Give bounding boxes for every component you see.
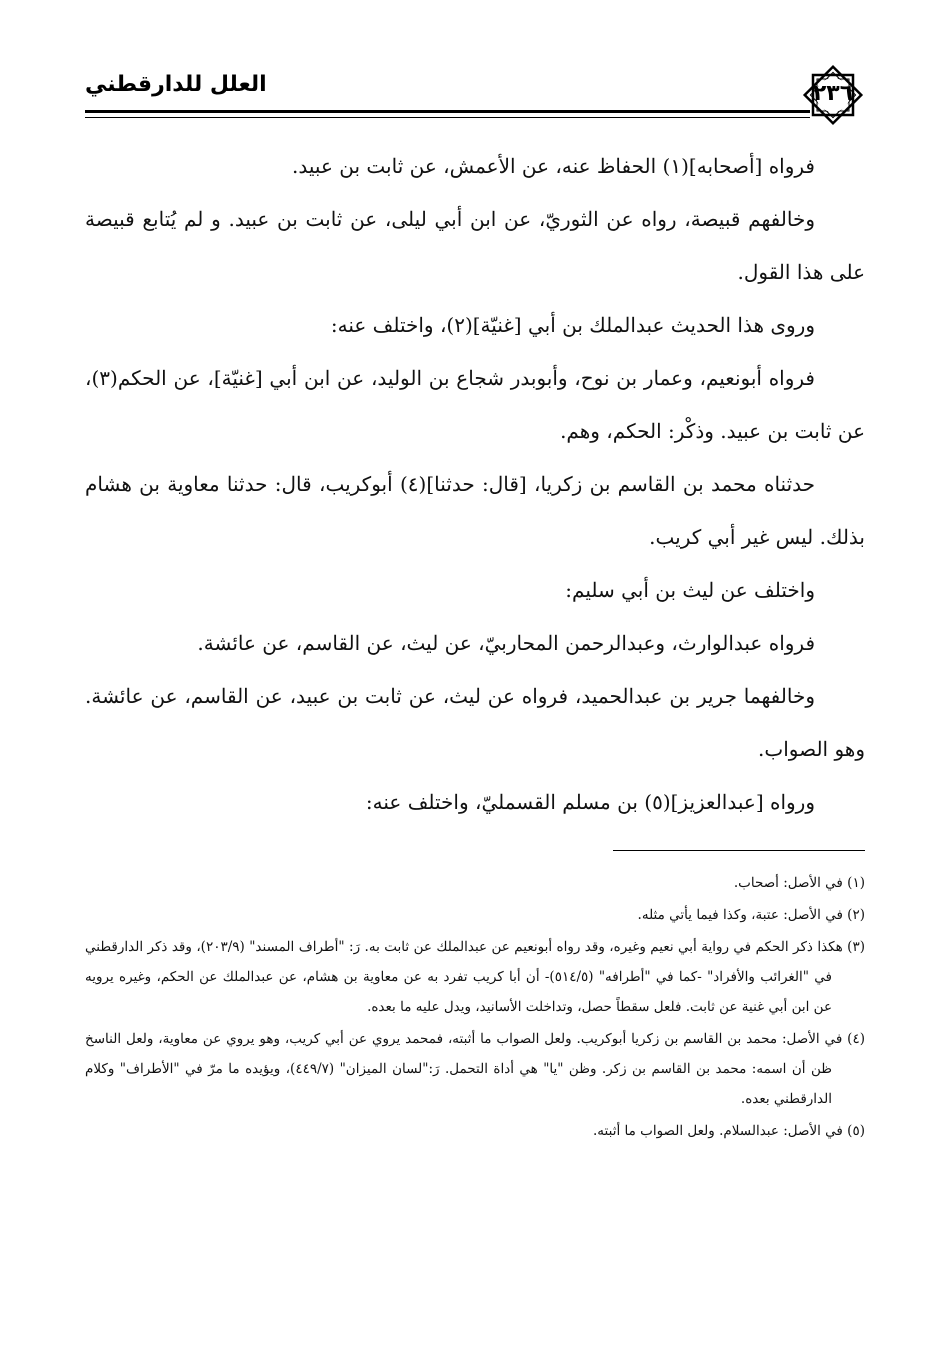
paragraph: واختلف عن ليث بن أبي سليم: [565,578,815,602]
page-header [85,62,865,132]
footnotes [85,868,865,1148]
paragraph: فرواه [أصحابه](١) الحفاظ عنه، عن الأعمش، عن ثابت بن عبيد. [292,154,815,178]
paragraph: وخالفهم قبيصة، رواه عن الثوريّ، عن ابن أبي ليلى، عن ثابت بن عبيد. و لم يُتابع قبيصة على هذا القول. [85,207,865,284]
footnote: (٥) في الأصل: عبدالسلام. ولعل الصواب ما أثبته. [593,1123,865,1139]
main-text [85,140,865,829]
paragraph: فرواه عبدالوارث، وعبدالرحمن المحاربيّ، عن ليث، عن القاسم، عن عائشة. [197,631,815,655]
paragraph: حدثناه محمد بن القاسم بن زكريا، [قال: حدثنا](٤) أبوكريب، قال: حدثنا معاوية بن هشام بذلك. ليس غير أبي كريب. [85,472,865,549]
footnote: (٤) في الأصل: محمد بن القاسم بن زكريا أبوكريب. ولعل الصواب ما أثبته، فمحمد يروي عن أبي كريب، وهو يروي عن معاوية، ولعل الناسخ ظن أن اسمه: محمد بن القاسم بن زكر. وظن "يا" هي أداة التحمل. رَ:"لسان الميزان" (٤٤٩/٧)، ويؤيده ما مرّ في "الأطراف" وكلام الدارقطني بعده. [85,1031,865,1107]
paragraph: ورواه [عبدالعزيز](٥) بن مسلم القسمليّ، واختلف عنه: [365,790,815,814]
book-title: العلل للدارقطني [85,72,267,97]
footnote: (٢) في الأصل: عتبة، وكذا فيما يأتي مثله. [637,907,865,923]
page-number-badge [800,62,866,128]
paragraph: وخالفهما جرير بن عبدالحميد، فرواه عن ليث، عن ثابت بن عبيد، عن القاسم، عن عائشة. وهو الصواب. [85,684,865,761]
footnote: (١) في الأصل: أصحاب. [733,875,865,891]
paragraph: فرواه أبونعيم، وعمار بن نوح، وأبوبدر شجاع بن الوليد، عن ابن أبي [غنيّة]، عن الحكم(٣)، عن ثابت بن عبيد. وذكْر: الحكم، وهم. [85,366,865,443]
header-rule-thin [85,117,810,118]
footnote-separator [613,850,865,851]
footnote: (٣) هكذا ذكر الحكم في رواية أبي نعيم وغيره، وقد رواه أبونعيم عن عبدالملك عن ثابت به. رَ: "أطراف المسند" (٢٠٣/٩)، وقد ذكر الدارقطني في "الغرائب والأفراد" -كما في "أطرافه" (٥١٤/٥)- أن أبا كريب تفرد به عن معاوية بن هشام، عن عبدالملك عن الحكم، وغيره يرويه عن ابن أبي غنية عن ثابت. فلعل سقطاً حصل، وتداخلت الأسانيد، ويدل عليه ما بعده. [85,939,865,1015]
paragraph: وروى هذا الحديث عبدالملك بن أبي [غنيّة](٢)، واختلف عنه: [330,313,815,337]
header-rule [85,110,810,113]
page-number: ٢٣٦ [812,81,854,106]
